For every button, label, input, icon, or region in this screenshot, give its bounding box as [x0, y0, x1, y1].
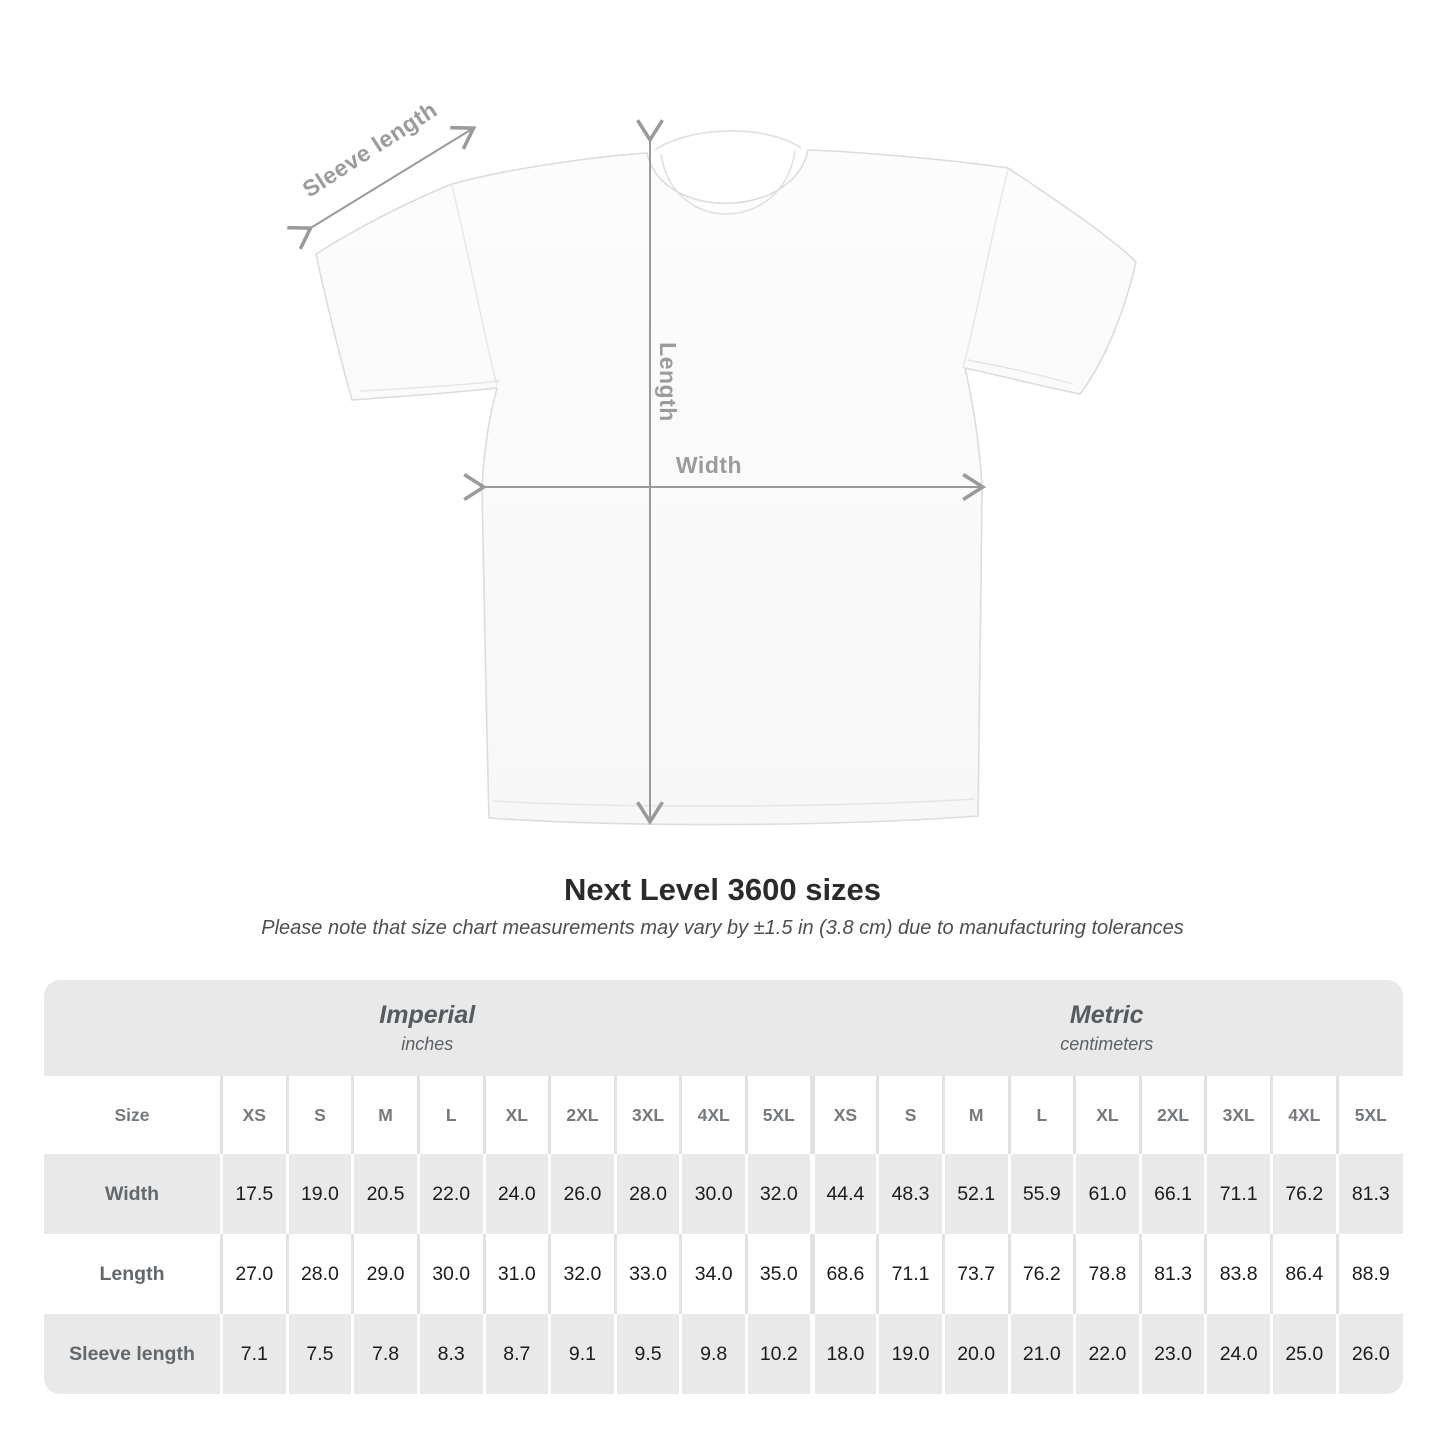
size-column-header: 5XL — [1337, 1076, 1403, 1154]
measurement-cell: 10.2 — [747, 1314, 813, 1394]
measurement-cell: 86.4 — [1272, 1234, 1338, 1314]
size-column-header: 2XL — [550, 1076, 616, 1154]
table-row — [44, 1154, 1403, 1234]
measurement-cell: 81.3 — [1337, 1154, 1403, 1234]
imperial-unit: inches — [401, 1034, 454, 1054]
measurement-cell: 33.0 — [615, 1234, 681, 1314]
sleeve-length-label: Sleeve length — [297, 96, 442, 203]
size-column-header: 5XL — [747, 1076, 813, 1154]
metric-unit: centimeters — [1060, 1034, 1154, 1054]
measurement-cell: 66.1 — [1140, 1154, 1206, 1234]
measurement-cell: 19.0 — [287, 1154, 353, 1234]
tolerance-note: Please note that size chart measurements may vary by ±1.5 in (3.8 cm) due to manufacturing tolerances — [261, 917, 1184, 939]
measurement-cell: 9.1 — [550, 1314, 616, 1394]
measurement-cell: 7.5 — [287, 1314, 353, 1394]
size-column-header: L — [1009, 1076, 1075, 1154]
measurement-cell: 23.0 — [1140, 1314, 1206, 1394]
page-title: Next Level 3600 sizes — [563, 872, 882, 907]
size-column-header: XL — [1075, 1076, 1141, 1154]
measurement-cell: 83.8 — [1206, 1234, 1272, 1314]
measurement-cell: 9.5 — [615, 1314, 681, 1394]
measurement-cell: 76.2 — [1009, 1234, 1075, 1314]
metric-header — [810, 980, 1403, 1076]
measurement-cell: 7.8 — [353, 1314, 419, 1394]
metric-title: Metric — [1069, 1001, 1144, 1029]
measurement-cell: 76.2 — [1272, 1154, 1338, 1234]
length-label: Length — [655, 342, 681, 422]
size-column-header: XS — [222, 1076, 288, 1154]
measurement-cell: 32.0 — [550, 1234, 616, 1314]
imperial-title: Imperial — [379, 1001, 476, 1029]
row-label: Width — [44, 1154, 222, 1234]
measurement-cell: 19.0 — [878, 1314, 944, 1394]
table-row — [44, 1314, 1403, 1394]
measurement-cell: 22.0 — [1075, 1314, 1141, 1394]
imperial-header — [44, 980, 810, 1076]
measurement-cell: 48.3 — [878, 1154, 944, 1234]
table-row — [44, 1234, 1403, 1314]
row-label: Length — [99, 1262, 165, 1285]
measurement-cell: 73.7 — [943, 1234, 1009, 1314]
measurement-cell: 20.5 — [353, 1154, 419, 1234]
size-column-header: 4XL — [1272, 1076, 1338, 1154]
measurement-cell: 71.1 — [878, 1234, 944, 1314]
measurement-cell: 22.0 — [418, 1154, 484, 1234]
measurement-cell: 35.0 — [747, 1234, 813, 1314]
measurement-cell: 27.0 — [222, 1234, 288, 1314]
measurement-cell: 52.1 — [943, 1154, 1009, 1234]
measurement-cell: 31.0 — [484, 1234, 550, 1314]
measurement-cell: 30.0 — [418, 1234, 484, 1314]
size-column-header: 2XL — [1140, 1076, 1206, 1154]
size-column-header: M — [353, 1076, 419, 1154]
measurement-cell: 9.8 — [681, 1314, 747, 1394]
measurement-cell: 20.0 — [943, 1314, 1009, 1394]
measurement-cell: 78.8 — [1075, 1234, 1141, 1314]
size-column-header: 3XL — [615, 1076, 681, 1154]
measurement-cell: 25.0 — [1272, 1314, 1338, 1394]
measurement-cell: 17.5 — [222, 1154, 288, 1234]
row-label: Sleeve length — [44, 1314, 222, 1394]
size-header-row — [44, 1076, 1403, 1154]
measurement-cell: 32.0 — [747, 1154, 813, 1234]
size-column-header: XL — [484, 1076, 550, 1154]
measurement-cell: 44.4 — [812, 1154, 878, 1234]
measurement-cell: 8.3 — [418, 1314, 484, 1394]
size-column-header: M — [943, 1076, 1009, 1154]
measurements-table — [44, 1076, 1403, 1394]
measurement-cell: 29.0 — [353, 1234, 419, 1314]
measurement-cell: 30.0 — [681, 1154, 747, 1234]
size-column-header: S — [878, 1076, 944, 1154]
size-column-header: L — [418, 1076, 484, 1154]
measurement-cell: 61.0 — [1075, 1154, 1141, 1234]
measurement-cell: 24.0 — [1206, 1314, 1272, 1394]
measurement-cell: 55.9 — [1009, 1154, 1075, 1234]
measurement-cell: 26.0 — [1337, 1314, 1403, 1394]
measurement-cell: 24.0 — [484, 1154, 550, 1234]
size-column-header: S — [287, 1076, 353, 1154]
measurement-cell: 71.1 — [1206, 1154, 1272, 1234]
measurement-cell: 68.6 — [812, 1234, 878, 1314]
size-column-header: 4XL — [681, 1076, 747, 1154]
size-row-label: Size — [114, 1104, 150, 1125]
measurement-cell: 34.0 — [681, 1234, 747, 1314]
measurement-cell: 81.3 — [1140, 1234, 1206, 1314]
width-label: Width — [675, 452, 743, 478]
measurement-cell: 28.0 — [287, 1234, 353, 1314]
measurement-cell: 88.9 — [1337, 1234, 1403, 1314]
size-table — [44, 980, 1403, 1394]
measurement-cell: 26.0 — [550, 1154, 616, 1234]
size-column-header: XS — [812, 1076, 878, 1154]
measurement-cell: 7.1 — [222, 1314, 288, 1394]
measurement-cell: 8.7 — [484, 1314, 550, 1394]
measurement-cell: 21.0 — [1009, 1314, 1075, 1394]
unit-header-band — [44, 980, 1403, 1076]
measurement-cell: 18.0 — [812, 1314, 878, 1394]
measurement-cell: 28.0 — [615, 1154, 681, 1234]
size-column-header: 3XL — [1206, 1076, 1272, 1154]
